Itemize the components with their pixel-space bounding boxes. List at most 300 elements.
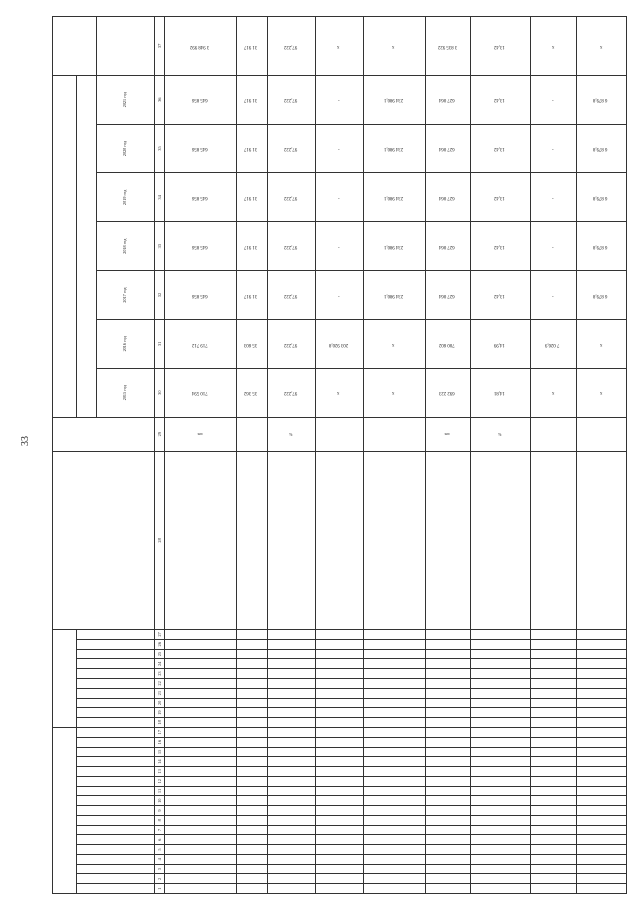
header-additional-sub-1: [77, 708, 155, 718]
code-cell: [531, 767, 576, 777]
code-cell: [236, 747, 267, 757]
code-cell: [425, 757, 470, 767]
header-years-group: [53, 75, 77, 417]
unit-cell: [267, 417, 315, 451]
year-value-cell: [165, 75, 237, 124]
year-value: 234 980,1: [383, 97, 403, 103]
code-cell: [267, 845, 315, 855]
code-cell: [531, 757, 576, 767]
header-target-value: [97, 17, 155, 76]
code-cell: [236, 845, 267, 855]
table-row: [236, 17, 267, 894]
code-cell: [531, 727, 576, 737]
year-value-cell: [165, 124, 237, 173]
code-cell: [363, 639, 425, 649]
column-number: 29: [155, 417, 165, 451]
code-cell: [315, 698, 363, 708]
column-number: 10: [155, 796, 165, 806]
year-value: 692 223: [439, 390, 456, 396]
target-value-cell: [471, 17, 531, 76]
year-value: -: [338, 97, 340, 103]
column-number: 25: [155, 649, 165, 659]
year-value-cell: [576, 271, 626, 320]
year-value-cell: [425, 368, 470, 417]
indicator-name: [315, 451, 363, 629]
year-value-cell: [236, 173, 267, 222]
code-cell: [267, 630, 315, 640]
code-cell: [576, 669, 626, 679]
year-value: 13,42: [494, 292, 506, 298]
code-cell: [267, 884, 315, 894]
code-cell: [267, 747, 315, 757]
code-cell: [471, 796, 531, 806]
target-value-cell: [576, 17, 626, 76]
code-cell: [425, 845, 470, 855]
code-cell: [315, 630, 363, 640]
table-row: [315, 17, 363, 894]
code-cell: [471, 639, 531, 649]
code-cell: [425, 708, 470, 718]
code-cell: [236, 718, 267, 728]
column-number: 28: [155, 451, 165, 629]
table-row: [165, 17, 237, 894]
year-value-cell: [267, 124, 315, 173]
year-value: 31 917: [244, 97, 258, 103]
code-cell: [363, 864, 425, 874]
code-cell: [471, 630, 531, 640]
year-value-cell: [315, 319, 363, 368]
column-number: 7: [155, 825, 165, 835]
code-cell: [531, 747, 576, 757]
target-value-cell: [531, 17, 576, 76]
code-cell: [471, 649, 531, 659]
code-cell: [236, 678, 267, 688]
year-value: -: [552, 292, 555, 298]
column-number: 22: [155, 678, 165, 688]
year-value-cell: [236, 271, 267, 320]
column-number: 17: [155, 727, 165, 737]
code-cell: [165, 806, 237, 816]
header-budget-sub-13: [77, 757, 155, 767]
year-value: х: [551, 390, 555, 396]
code-cell: [531, 698, 576, 708]
code-cell: [315, 884, 363, 894]
code-cell: [531, 874, 576, 884]
year-value-cell: [576, 222, 626, 271]
code-cell: [315, 786, 363, 796]
header-year-1: 2016 год: [97, 319, 155, 368]
code-cell: [363, 825, 425, 835]
year-value: 31 917: [244, 195, 258, 201]
code-cell: [363, 806, 425, 816]
code-cell: [531, 669, 576, 679]
column-number: 16: [155, 737, 165, 747]
column-number: 36: [155, 75, 165, 124]
header-year-5: 2020 год: [97, 124, 155, 173]
column-number: 13: [155, 767, 165, 777]
year-value: 645 856: [191, 146, 208, 152]
code-cell: [576, 708, 626, 718]
column-number: 35: [155, 124, 165, 173]
year-value-cell: [425, 319, 470, 368]
header-budget-sub-9: [77, 796, 155, 806]
code-cell: [425, 776, 470, 786]
code-cell: [471, 688, 531, 698]
unit-text: шт.: [444, 432, 450, 438]
code-cell: [531, 854, 576, 864]
code-cell: [165, 678, 237, 688]
code-cell: [425, 737, 470, 747]
year-value: 234 980,1: [383, 292, 403, 298]
header-additional-sub-4: [77, 678, 155, 688]
code-cell: [471, 737, 531, 747]
target-value: х: [337, 43, 340, 49]
code-cell: [425, 688, 470, 698]
target-value-cell: [425, 17, 470, 76]
code-cell: [531, 864, 576, 874]
code-cell: [471, 884, 531, 894]
year-value-cell: [471, 368, 531, 417]
code-cell: [363, 767, 425, 777]
year-value: 13,42: [494, 195, 506, 201]
column-number: 2: [155, 874, 165, 884]
code-cell: [531, 659, 576, 669]
column-number: 23: [155, 669, 165, 679]
code-cell: [267, 806, 315, 816]
year-value-cell: [236, 222, 267, 271]
column-number: 1: [155, 884, 165, 894]
year-value: 97,222: [283, 390, 298, 396]
year-value: 97,222: [283, 97, 298, 103]
unit-cell: [425, 417, 470, 451]
target-value-cell: [267, 17, 315, 76]
code-cell: [267, 688, 315, 698]
code-cell: [363, 776, 425, 786]
year-value-cell: [315, 222, 363, 271]
column-number: 5: [155, 845, 165, 855]
year-value-cell: [531, 75, 576, 124]
year-value: 627 064: [439, 292, 456, 298]
code-cell: [531, 786, 576, 796]
indicator-name: [236, 451, 267, 629]
code-cell: [267, 659, 315, 669]
code-cell: [531, 806, 576, 816]
year-value-cell: [315, 75, 363, 124]
code-cell: [315, 815, 363, 825]
code-cell: [531, 688, 576, 698]
code-cell: [236, 669, 267, 679]
code-cell: [531, 718, 576, 728]
code-cell: [315, 678, 363, 688]
column-number: 27: [155, 630, 165, 640]
code-cell: [236, 835, 267, 845]
unit-cell: [531, 417, 576, 451]
header-budget-sub-4: [77, 845, 155, 855]
code-cell: [363, 786, 425, 796]
unit-text: %: [498, 432, 502, 438]
target-value-cell: [315, 17, 363, 76]
year-value: 627 064: [439, 97, 456, 103]
code-cell: [315, 796, 363, 806]
code-cell: [165, 864, 237, 874]
year-value-cell: [576, 173, 626, 222]
year-value-cell: [267, 271, 315, 320]
year-value-cell: [315, 173, 363, 222]
year-value-cell: [576, 319, 626, 368]
code-cell: [425, 796, 470, 806]
year-value: 700 602: [439, 341, 456, 347]
code-cell: [576, 727, 626, 737]
code-cell: [267, 737, 315, 747]
code-cell: [315, 757, 363, 767]
code-cell: [165, 767, 237, 777]
unit-cell: [315, 417, 363, 451]
code-cell: [425, 659, 470, 669]
year-value: 6 879,8: [593, 146, 608, 152]
code-cell: [531, 845, 576, 855]
code-cell: [425, 718, 470, 728]
code-cell: [236, 854, 267, 864]
year-value-cell: [576, 75, 626, 124]
year-value-cell: [425, 222, 470, 271]
code-cell: [471, 825, 531, 835]
code-cell: [267, 825, 315, 835]
header-year-6: 2021 год: [97, 75, 155, 124]
year-value-cell: [165, 319, 237, 368]
code-cell: [165, 815, 237, 825]
target-value: 97,222: [283, 43, 298, 49]
code-cell: [315, 669, 363, 679]
target-value: 3 835 922: [437, 43, 457, 49]
code-cell: [363, 845, 425, 855]
code-cell: [363, 757, 425, 767]
year-value: -: [338, 195, 340, 201]
year-value: 6 879,8: [593, 97, 608, 103]
column-number: 30: [155, 368, 165, 417]
year-value-cell: [363, 368, 425, 417]
year-value: -: [338, 292, 340, 298]
target-value: 13,42: [494, 43, 506, 49]
code-cell: [267, 874, 315, 884]
year-value: 97,222: [283, 341, 298, 347]
code-cell: [315, 688, 363, 698]
code-cell: [471, 835, 531, 845]
year-value-cell: [471, 75, 531, 124]
year-value-cell: [425, 271, 470, 320]
code-cell: [165, 747, 237, 757]
header-additional-sub-5: [77, 669, 155, 679]
code-cell: [425, 815, 470, 825]
year-value: -: [552, 243, 555, 249]
header-additional-sub-3: [77, 688, 155, 698]
target-value: 31 917: [244, 43, 258, 49]
code-cell: [425, 678, 470, 688]
code-cell: [315, 835, 363, 845]
code-cell: [165, 786, 237, 796]
code-cell: [425, 669, 470, 679]
code-cell: [236, 776, 267, 786]
code-cell: [165, 825, 237, 835]
code-cell: [236, 796, 267, 806]
code-cell: [531, 630, 576, 640]
header-year-3: 2018 год: [97, 222, 155, 271]
column-number: 33: [155, 222, 165, 271]
header-additional-codes: [53, 630, 77, 728]
code-cell: [236, 659, 267, 669]
year-value-cell: [236, 124, 267, 173]
year-value: 234 980,1: [383, 146, 403, 152]
code-cell: [531, 796, 576, 806]
column-number: 8: [155, 815, 165, 825]
code-cell: [531, 825, 576, 835]
year-value: х: [599, 390, 602, 396]
code-cell: [165, 718, 237, 728]
year-value: 6 879,8: [593, 292, 608, 298]
code-cell: [267, 835, 315, 845]
year-value-cell: [576, 368, 626, 417]
code-cell: [315, 776, 363, 786]
column-number: 21: [155, 688, 165, 698]
code-cell: [165, 737, 237, 747]
year-value: 203 920,8: [328, 341, 348, 347]
code-cell: [267, 786, 315, 796]
code-cell: [576, 796, 626, 806]
code-cell: [236, 767, 267, 777]
code-cell: [165, 688, 237, 698]
code-cell: [267, 796, 315, 806]
code-cell: [531, 649, 576, 659]
year-value-cell: [471, 222, 531, 271]
year-value-cell: [471, 319, 531, 368]
code-cell: [576, 649, 626, 659]
code-cell: [315, 747, 363, 757]
code-cell: [315, 649, 363, 659]
code-cell: [165, 874, 237, 884]
header-additional-sub-7: [77, 649, 155, 659]
column-number: 15: [155, 747, 165, 757]
year-value: х: [337, 390, 340, 396]
code-cell: [576, 874, 626, 884]
header-budget-sub-0: [77, 884, 155, 894]
header-unit: [53, 417, 155, 451]
code-cell: [471, 747, 531, 757]
year-value-cell: [315, 271, 363, 320]
code-cell: [576, 718, 626, 728]
year-value: 13,42: [494, 97, 506, 103]
code-cell: [236, 864, 267, 874]
column-number-row: [155, 17, 165, 894]
code-cell: [165, 796, 237, 806]
year-value: 97,222: [283, 292, 298, 298]
year-value: х: [392, 341, 395, 347]
code-cell: [315, 737, 363, 747]
year-value: 645 856: [191, 97, 208, 103]
code-cell: [363, 874, 425, 884]
code-cell: [267, 864, 315, 874]
code-cell: [315, 639, 363, 649]
code-cell: [315, 864, 363, 874]
code-cell: [576, 786, 626, 796]
code-cell: [363, 884, 425, 894]
code-cell: [576, 835, 626, 845]
year-value: 13,42: [494, 146, 506, 152]
page-number: 33: [20, 436, 31, 446]
indicators-body: [165, 17, 627, 894]
header-target: [53, 17, 97, 76]
code-cell: [363, 669, 425, 679]
code-cell: [425, 864, 470, 874]
code-cell: [471, 815, 531, 825]
year-value-cell: [315, 124, 363, 173]
year-value: 14,81: [494, 390, 506, 396]
code-cell: [531, 835, 576, 845]
code-cell: [315, 767, 363, 777]
code-cell: [531, 708, 576, 718]
header-budget-sub-14: [77, 747, 155, 757]
column-number: 11: [155, 786, 165, 796]
year-value: 6 879,8: [593, 195, 608, 201]
column-number: 20: [155, 698, 165, 708]
unit-cell: [471, 417, 531, 451]
year-value-cell: [236, 75, 267, 124]
column-number: 14: [155, 757, 165, 767]
header-budget-sub-7: [77, 815, 155, 825]
code-cell: [531, 737, 576, 747]
code-cell: [425, 806, 470, 816]
year-value-cell: [267, 75, 315, 124]
year-value-cell: [363, 173, 425, 222]
header-name: [53, 451, 155, 629]
code-cell: [471, 854, 531, 864]
table-row: [425, 17, 470, 894]
code-cell: [425, 639, 470, 649]
code-cell: [315, 854, 363, 864]
code-cell: [425, 835, 470, 845]
year-value-cell: [471, 173, 531, 222]
code-cell: [471, 845, 531, 855]
table-row: [576, 17, 626, 894]
code-cell: [531, 776, 576, 786]
header-budget-codes: [53, 727, 77, 893]
code-cell: [267, 776, 315, 786]
year-value-cell: [267, 222, 315, 271]
year-value: 645 856: [191, 292, 208, 298]
year-value-cell: [471, 124, 531, 173]
code-cell: [425, 786, 470, 796]
code-cell: [471, 757, 531, 767]
code-cell: [576, 854, 626, 864]
year-value: 719 712: [191, 341, 208, 347]
column-number: 37: [155, 17, 165, 76]
code-cell: [576, 747, 626, 757]
code-cell: [267, 698, 315, 708]
code-cell: [576, 845, 626, 855]
program-indicators-table: [52, 16, 627, 894]
code-cell: [471, 864, 531, 874]
year-value: -: [552, 195, 555, 201]
code-cell: [576, 659, 626, 669]
header-budget-sub-6: [77, 825, 155, 835]
code-cell: [315, 727, 363, 737]
code-cell: [531, 678, 576, 688]
code-cell: [531, 815, 576, 825]
code-cell: [165, 776, 237, 786]
code-cell: [165, 698, 237, 708]
code-cell: [236, 884, 267, 894]
code-cell: [425, 884, 470, 894]
column-number: 3: [155, 864, 165, 874]
year-value-cell: [471, 271, 531, 320]
